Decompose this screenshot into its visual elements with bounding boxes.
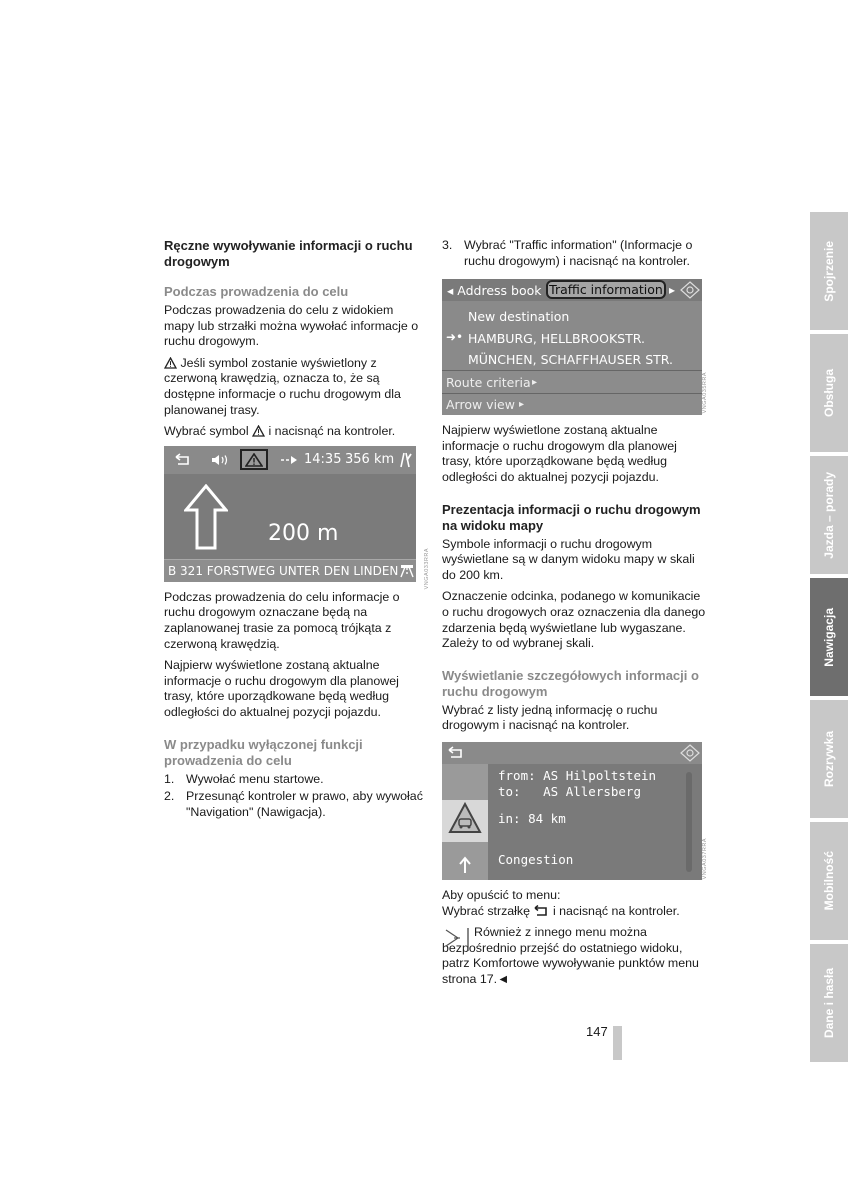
- page-number: 147: [586, 1024, 608, 1039]
- paragraph: Aby opuścić to menu:: [442, 887, 561, 902]
- traffic-from: from: AS Hilpoltstein: [498, 767, 657, 783]
- paragraph: Wybrać z listy jedną informację o ruchu drogowym i nacisnąć na kontroler.: [442, 702, 658, 733]
- route-criteria-row[interactable]: Route criteria ▸: [442, 371, 702, 393]
- speaker-icon[interactable]: [210, 454, 230, 466]
- image-code: VNGA035RRA: [702, 372, 708, 414]
- paragraph: Najpierw wyświetlone zostaną aktualne informacje o ruchu drogowym dla planowej trasy, które uporządkowane będą według odległości do aktualnej pozycji pojazdu.: [442, 423, 677, 484]
- screen-bottombar: [164, 559, 416, 582]
- step-3: [442, 238, 706, 269]
- arrow-view-row[interactable]: Arrow view ▸: [442, 394, 702, 415]
- screen-navigation-menu: [442, 279, 702, 415]
- heading-traffic-map: Prezentacja informacji o ruchu drogowym na widoku mapy: [442, 501, 701, 533]
- tab-next-arrow[interactable]: ▸: [669, 283, 676, 298]
- traffic-info-button[interactable]: [240, 449, 268, 470]
- paragraph: Oznaczenie odcinka, podanego w komunikacie o ruchu drogowych oraz oznaczenia dla danego zdarzenia będą wyświetlane lub wygaszane. Zależy to od wybranej skali.: [442, 589, 706, 651]
- warning-triangle-icon: [245, 453, 263, 467]
- menu-tab-bar: [442, 279, 702, 301]
- screen-traffic-detail: [442, 742, 702, 880]
- list-item: 2. Przesunąć kontroler w prawo, aby wywołać "Navigation" (Nawigacja).: [164, 789, 423, 819]
- paragraph: Podczas prowadzenia do celu z widokiem mapy lub strzałki można wywołać informacje o ruchu drogowym.: [164, 303, 419, 349]
- tab-address-book[interactable]: ◂ Address book: [447, 283, 542, 299]
- warning-triangle-icon: [164, 357, 177, 369]
- tab-rozrywka[interactable]: Rozrywka: [810, 700, 848, 818]
- paragraph-select-symbol: Wybrać symbol i nacisnąć na kontroler.: [164, 424, 396, 439]
- page-marker-bar: [613, 1026, 622, 1060]
- tab-traffic-information[interactable]: Traffic information: [546, 280, 666, 299]
- screen-topbar: [442, 742, 702, 764]
- heading-detail-traffic: Wyświetlanie szczegółowych informacji o ruchu drogowym: [442, 667, 699, 699]
- heading-manual-traffic: Ręczne wywoływanie informacji o ruchu drogowym: [164, 238, 413, 269]
- image-code: VNGA037RRA: [702, 838, 708, 880]
- straight-arrow-icon: [184, 484, 228, 550]
- traffic-map-strip: [442, 764, 488, 880]
- note-box: [442, 925, 706, 987]
- current-road: B 321 FORSTWEG UNTER DEN LINDEN: [168, 563, 399, 578]
- menu-item-munchen[interactable]: MÜNCHEN, SCHAFFHAUSER STR.: [468, 352, 673, 368]
- note-arrow-icon: [444, 927, 470, 953]
- traffic-to: to: AS Allersberg: [498, 783, 641, 799]
- warning-triangle-icon: [252, 425, 265, 437]
- back-arrow-icon: [533, 905, 549, 917]
- paragraph: Symbole informacji o ruchu drogowym wyświetlane są w danym widoku mapy w skali do 200 km.: [442, 536, 695, 582]
- traffic-distance: in: 84 km: [498, 810, 566, 826]
- tab-spojrzenie[interactable]: Spojrzenie: [810, 212, 848, 330]
- destination-flag-icon: ➜•: [446, 330, 464, 345]
- paragraph: Podczas prowadzenia do celu informacje o ruchu drogowym oznaczane będą na zaplanowanej trasie za pomocą trójkąta z czerwoną krawędzią.: [164, 589, 400, 651]
- tab-dane-i-hasla[interactable]: Dane i hasła: [810, 944, 848, 1062]
- paragraph-back-arrow: Wybrać strzałkę i nacisnąć na kontroler.: [442, 903, 680, 918]
- list-item: 1. Wywołać menu startowe.: [164, 771, 324, 786]
- arrival-time: 14:35: [304, 451, 342, 467]
- heading-during-guidance: Podczas prowadzenia do celu: [164, 284, 349, 299]
- controller-icon[interactable]: [680, 744, 700, 762]
- remaining-distance: 356 km: [345, 451, 395, 467]
- controller-icon[interactable]: [680, 281, 700, 299]
- right-column: [442, 238, 706, 987]
- paragraph-warning: Jeśli symbol zostanie wyświetlony z czerwoną krawędzią, oznacza to, że są dostępne informacje o ruchu drogowym dla planowanej trasy.: [164, 355, 401, 417]
- screen-arrow-view: [164, 446, 416, 582]
- heading-guidance-off: W przypadku wyłączonej funkcji prowadzenia do celu: [164, 736, 363, 768]
- chevron-right-icon: ▸: [519, 399, 525, 411]
- traffic-event: Congestion: [498, 851, 574, 867]
- note-text: Również z innego menu można bezpośrednio przejść do ostatniego widoku, patrz Komfortowe wywoływanie punktów menu strona 17.: [442, 925, 699, 986]
- left-column: [164, 238, 426, 822]
- back-arrow-icon[interactable]: [174, 453, 192, 467]
- back-arrow-icon[interactable]: [447, 746, 465, 760]
- steps-list: [164, 772, 426, 821]
- tab-nawigacja[interactable]: Nawigacja: [810, 578, 848, 696]
- list-item: 3. Wybrać "Traffic information" (Informacje o ruchu drogowym) i nacisnąć na kontroler.: [442, 238, 693, 268]
- end-marker-icon: ◄: [497, 971, 510, 986]
- highway-icon: [400, 564, 414, 578]
- menu-item-hamburg[interactable]: HAMBURG, HELLBROOKSTR.: [468, 331, 645, 347]
- chevron-right-icon: ▸: [532, 377, 538, 389]
- menu-item-new-destination[interactable]: New destination: [468, 309, 570, 325]
- image-code: VNGA033RRA: [424, 548, 430, 590]
- screen-topbar: [164, 446, 416, 474]
- paragraph: Najpierw wyświetlone zostaną aktualne informacje o ruchu drogowym dla planowej trasy, które uporządkowane będą według odległości do aktualnej pozycji pojazdu.: [164, 658, 399, 719]
- tab-mobilnosc[interactable]: Mobilność: [810, 822, 848, 940]
- road-icon[interactable]: [398, 452, 412, 468]
- tab-obsluga[interactable]: Obsługa: [810, 334, 848, 452]
- tab-jazda-porady[interactable]: Jazda – porady: [810, 456, 848, 574]
- congestion-warning-icon: [448, 802, 482, 834]
- up-arrow-icon: [458, 856, 472, 874]
- scrollbar[interactable]: [686, 772, 692, 872]
- guidance-arrow-icon: [280, 455, 300, 465]
- maneuver-distance: 200 m: [268, 520, 339, 546]
